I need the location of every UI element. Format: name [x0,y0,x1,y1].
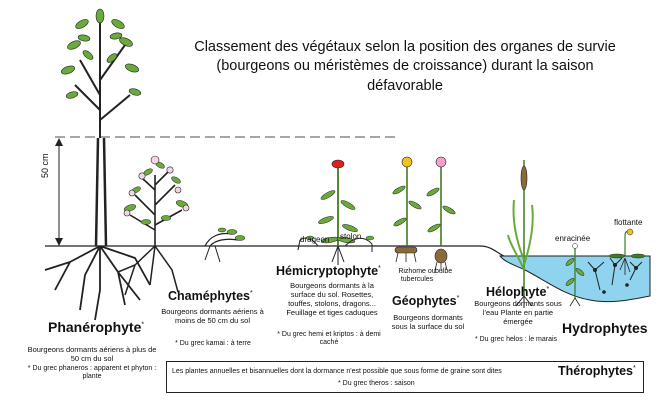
arrow-head-down-icon [55,238,63,246]
chamephyte-shrub [118,156,189,295]
flottante-label: flottante [614,218,643,227]
phanerophyte-etymology: * Du grec phaneros : apparent et phyton : plante [27,365,157,381]
therophyte-etymology: * Du grec theros : saison [338,380,415,387]
chamephyte-asterisk: * [249,289,253,297]
hemicryptophyte-name: Hémicryptophyte [276,264,379,278]
phanerophyte-tree [45,9,150,320]
geophyte-description: Bourgeons dormants sous la surface du sol [391,313,465,331]
hemicryptophyte-etymology: * Du grec hemi et kriptos : à demi caché [277,331,381,347]
chamephyte-etymology: * Du grec kamai : à terre [175,340,251,347]
phanerophyte-asterisk: * [141,321,145,329]
geophyte-bulb-plant [426,157,456,271]
helophyte-name: Hélophyte [486,285,547,299]
chamephyte-description: Bourgeons dormants aériens à moins de 50 cm du sol [161,307,264,325]
hemicryptophyte-title [276,264,381,278]
hemicryptophyte-asterisk: * [378,264,381,272]
enracinee-label: enracinée [555,234,591,243]
therophyte-title [558,364,636,378]
height-label: 50 cm [40,153,50,178]
geophyte-asterisk: * [456,294,460,302]
rhizome-label: Rizhome ou tubercules [398,268,436,283]
geophyte-name: Géophytes [392,294,457,308]
geophyte-title [392,294,459,308]
phanerophyte-name: Phanérophyte [48,319,142,335]
chamephyte-name: Chaméphytes [168,289,250,303]
arrow-head-up-icon [55,138,63,146]
therophyte-name: Thérophytes [558,364,634,378]
hemicryptophyte-description: Bourgeons dormants à la surface du sol. Rosettes, touffes, stolons, dragons... Feuillage et tiges caduques [286,281,378,317]
hydrophyte-title: Hydrophytes [562,320,648,336]
therophyte-asterisk: * [633,364,636,372]
bulbe-label: bulbe [435,268,453,275]
chamephyte-cushion [205,228,245,262]
dragon-label: drageon [300,235,330,244]
phanerophyte-description: Bourgeons dormants aériens à plus de 50 cm du sol [27,345,157,363]
phanerophyte-title [48,319,144,335]
helophyte-etymology: * Du grec helos : le marais [474,336,558,343]
helophyte-title [486,285,549,299]
helophyte-asterisk: * [546,285,550,293]
stolon-label: stolon [340,232,362,241]
diagram-title: Classement des végétaux selon la position des organes de survie (bourgeons ou méristèmes de croissance) durant la saison défavorable [194,39,616,94]
hemicryptophyte-plant [298,160,374,265]
chamephyte-title [168,289,253,303]
helophyte-description: Bourgeons dormants sous l'eau Plante en partie émergée [474,299,562,326]
therophyte-description: Les plantes annuelles et bisannuelles dont la dormance n'est possible que sous forme de graine sont dites [172,368,502,375]
